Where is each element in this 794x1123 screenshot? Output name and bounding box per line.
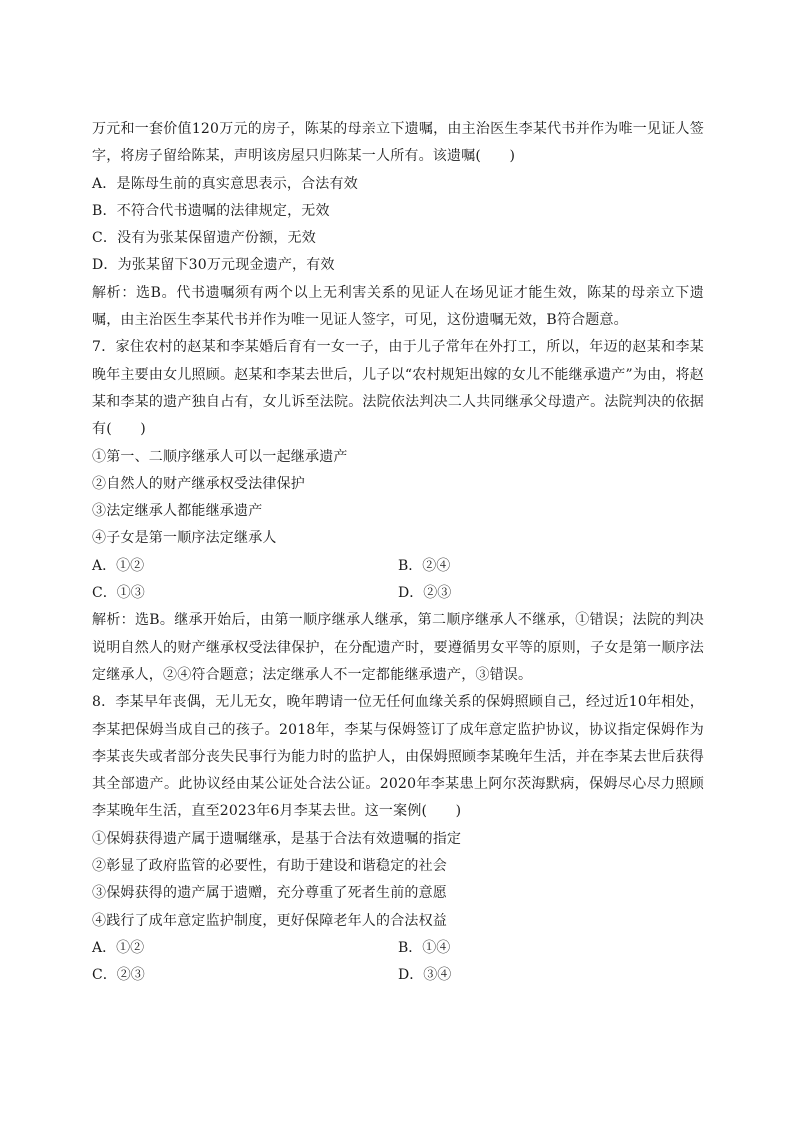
q6-stem: 万元和一套价值120万元的房子，陈某的母亲立下遗嘱，由主治医生李某代书并作为唯一见证人签字，将房子留给陈某，声明该房屋只归陈某一人所有。该遗嘱( ) <box>92 121 704 165</box>
q8-option-d: D．③④ <box>398 967 452 984</box>
q8-option-a: A．①② <box>92 939 145 956</box>
q7-analysis: 解析：选B。继承开始后，由第一顺序继承人继承，第二顺序继承人不继承，①错误；法院的判决说明自然人的财产继承权受法律保护，在分配遗产时，要遵循男女平等的原则，子女是第一顺序法定继承人，②④符合题意；法定继承人不一定都能继承遗产，③错误。 <box>92 612 704 683</box>
q6-option-c: C．没有为张某保留遗产份额，无效 <box>92 230 316 247</box>
q6-analysis: 解析：选B。代书遗嘱须有两个以上无利害关系的见证人在场见证才能生效，陈某的母亲立下遗嘱，由主治医生李某代书并作为唯一见证人签字，可见，这份遗嘱无效，B符合题意。 <box>92 284 704 329</box>
q6-option-a: A．是陈母生前的真实意思表示，合法有效 <box>92 175 358 192</box>
document-page <box>92 116 704 990</box>
q8-item-1: ①保姆获得遗产属于遗嘱继承，是基于合法有效遗嘱的指定 <box>92 830 462 847</box>
q8-option-b: B．①④ <box>398 939 451 956</box>
q7-item-3: ③法定继承人都能继承遗产 <box>92 503 263 520</box>
q8-option-c: C．②③ <box>92 967 145 984</box>
q7-item-1: ①第一、二顺序继承人可以一起继承遗产 <box>92 448 348 465</box>
q7-option-c: C．①③ <box>92 585 145 602</box>
q7-option-b: B．②④ <box>398 557 451 574</box>
q8-stem: 8．李某早年丧偶，无儿无女，晚年聘请一位无任何血缘关系的保姆照顾自己，经过近10年相处，李某把保姆当成自己的孩子。2018年，李某与保姆签订了成年意定监护协议，协议指定保姆作为李某丧失或者部分丧失民事行为能力时的监护人，由保姆照顾李某晚年生活，并在李某去世后获得其全部遗产。此协议经由某公证处合法公证。2020年李某患上阿尔茨海默病，保姆尽心尽力照顾李某晚年生活，直至2023年6月李某去世。这一案例( ) <box>92 694 704 820</box>
q8-options-row-1 <box>92 935 704 962</box>
q6-option-d: D．为张某留下30万元现金遗产，有效 <box>92 257 335 274</box>
q7-item-4: ④子女是第一顺序法定继承人 <box>92 530 277 547</box>
q7-options-row-2 <box>92 580 704 607</box>
q7-stem: 7．家住农村的赵某和李某婚后育有一女一子，由于儿子常年在外打工，所以，年迈的赵某和李某晚年主要由女儿照顾。赵某和李某去世后，儿子以“农村规矩出嫁的女儿不能继承遗产”为由，将赵某和李某的遗产独自占有，女儿诉至法院。法院依法判决二人共同继承父母遗产。法院判决的依据有( ) <box>92 339 704 438</box>
q7-options-row-1 <box>92 553 704 580</box>
q7-option-d: D．②③ <box>398 585 452 602</box>
q8-options-row-2 <box>92 962 704 989</box>
q7-option-a: A．①② <box>92 557 145 574</box>
q8-item-3: ③保姆获得的遗产属于遗赠，充分尊重了死者生前的意愿 <box>92 885 447 902</box>
q8-item-4: ④践行了成年意定监护制度，更好保障老年人的合法权益 <box>92 912 447 929</box>
q6-option-b: B．不符合代书遗嘱的法律规定，无效 <box>92 202 330 219</box>
q7-item-2: ②自然人的财产继承权受法律保护 <box>92 475 305 492</box>
q8-item-2: ②彰显了政府监管的必要性，有助于建设和谐稳定的社会 <box>92 858 447 875</box>
